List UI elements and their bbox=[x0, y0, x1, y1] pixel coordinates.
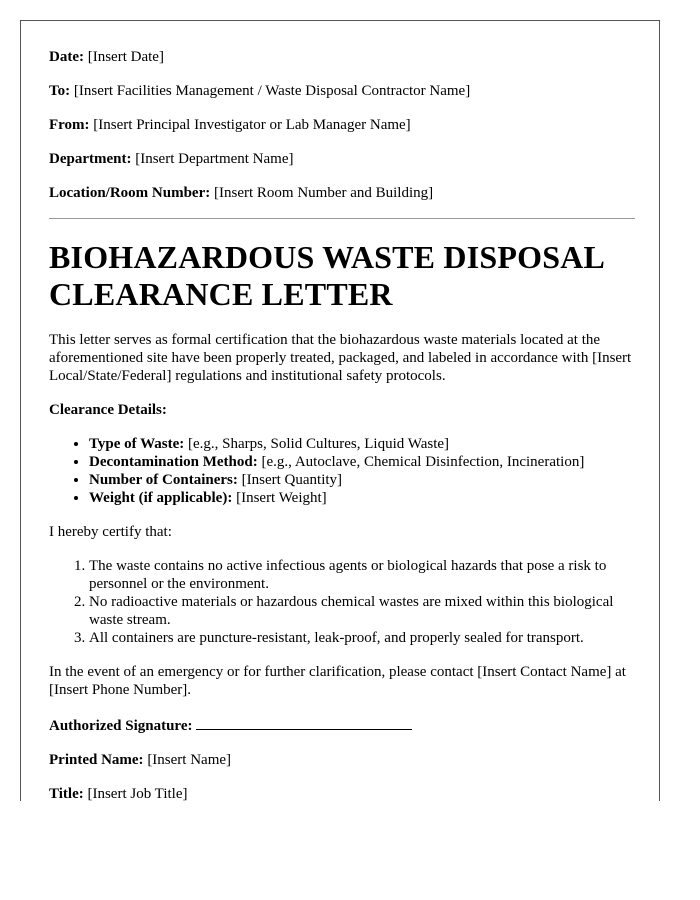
decon-method-value: [e.g., Autoclave, Chemical Disinfection, Incineration] bbox=[261, 454, 585, 470]
weight-value: [Insert Weight] bbox=[236, 490, 327, 506]
containers-value: [Insert Quantity] bbox=[241, 472, 343, 488]
list-item: 3. All containers are puncture-resistant, leak-proof, and properly sealed for transport. bbox=[89, 629, 635, 647]
department-label: Department: bbox=[49, 151, 132, 167]
list-item bbox=[89, 471, 635, 489]
waste-type-label: Type of Waste: bbox=[89, 436, 185, 452]
signature-line[interactable] bbox=[196, 715, 412, 730]
title-label: Title: bbox=[49, 786, 84, 801]
date-value: [Insert Date] bbox=[87, 49, 164, 65]
weight-label: Weight (if applicable): bbox=[89, 490, 233, 506]
list-item bbox=[89, 489, 635, 507]
date-field bbox=[49, 48, 635, 66]
from-value: [Insert Principal Investigator or Lab Manager Name] bbox=[93, 117, 411, 133]
location-value: [Insert Room Number and Building] bbox=[214, 185, 434, 201]
signature-field bbox=[49, 715, 635, 735]
printed-name-label: Printed Name: bbox=[49, 752, 144, 768]
printed-name-field bbox=[49, 751, 635, 769]
letter-title: BIOHAZARDOUS WASTE DISPOSAL CLEARANCE LETTER bbox=[49, 239, 604, 312]
department-value: [Insert Department Name] bbox=[135, 151, 294, 167]
title-value: [Insert Job Title] bbox=[87, 786, 188, 801]
waste-type-value: [e.g., Sharps, Solid Cultures, Liquid Waste] bbox=[188, 436, 450, 452]
certify-intro: I hereby certify that: bbox=[49, 524, 172, 540]
date-label: Date: bbox=[49, 49, 84, 65]
decon-method-label: Decontamination Method: bbox=[89, 454, 258, 470]
clearance-heading bbox=[49, 401, 635, 419]
title-field bbox=[49, 785, 635, 801]
clearance-list bbox=[49, 435, 635, 507]
to-field bbox=[49, 82, 635, 100]
to-value: [Insert Facilities Management / Waste Disposal Contractor Name] bbox=[73, 83, 471, 99]
letter-page bbox=[20, 20, 660, 801]
signature-label: Authorized Signature: bbox=[49, 718, 193, 734]
containers-label: Number of Containers: bbox=[89, 472, 238, 488]
certify-list bbox=[49, 557, 635, 647]
clearance-heading-text: Clearance Details: bbox=[49, 402, 167, 418]
from-label: From: bbox=[49, 117, 90, 133]
list-item: 1. The waste contains no active infectious agents or biological hazards that pose a risk to personnel or the environment. bbox=[89, 557, 635, 593]
intro-paragraph: This letter serves as formal certification that the biohazardous waste materials located at the aforementioned site have been properly treated, packaged, and labeled in accordance with [Insert Local/State/Federal] regulations and institutional safety protocols. bbox=[49, 332, 632, 384]
list-item bbox=[89, 435, 635, 453]
location-field bbox=[49, 184, 635, 202]
list-item: 2. No radioactive materials or hazardous chemical wastes are mixed within this biological waste stream. bbox=[89, 593, 635, 629]
letter-content bbox=[49, 48, 635, 801]
to-label: To: bbox=[49, 83, 71, 99]
list-item bbox=[89, 453, 635, 471]
location-label: Location/Room Number: bbox=[49, 185, 211, 201]
printed-name-value: [Insert Name] bbox=[147, 752, 232, 768]
header-divider bbox=[49, 218, 635, 219]
contact-paragraph: In the event of an emergency or for further clarification, please contact [Insert Contact Name] at [Insert Phone Number]. bbox=[49, 664, 626, 698]
department-field bbox=[49, 150, 635, 168]
from-field bbox=[49, 116, 635, 134]
